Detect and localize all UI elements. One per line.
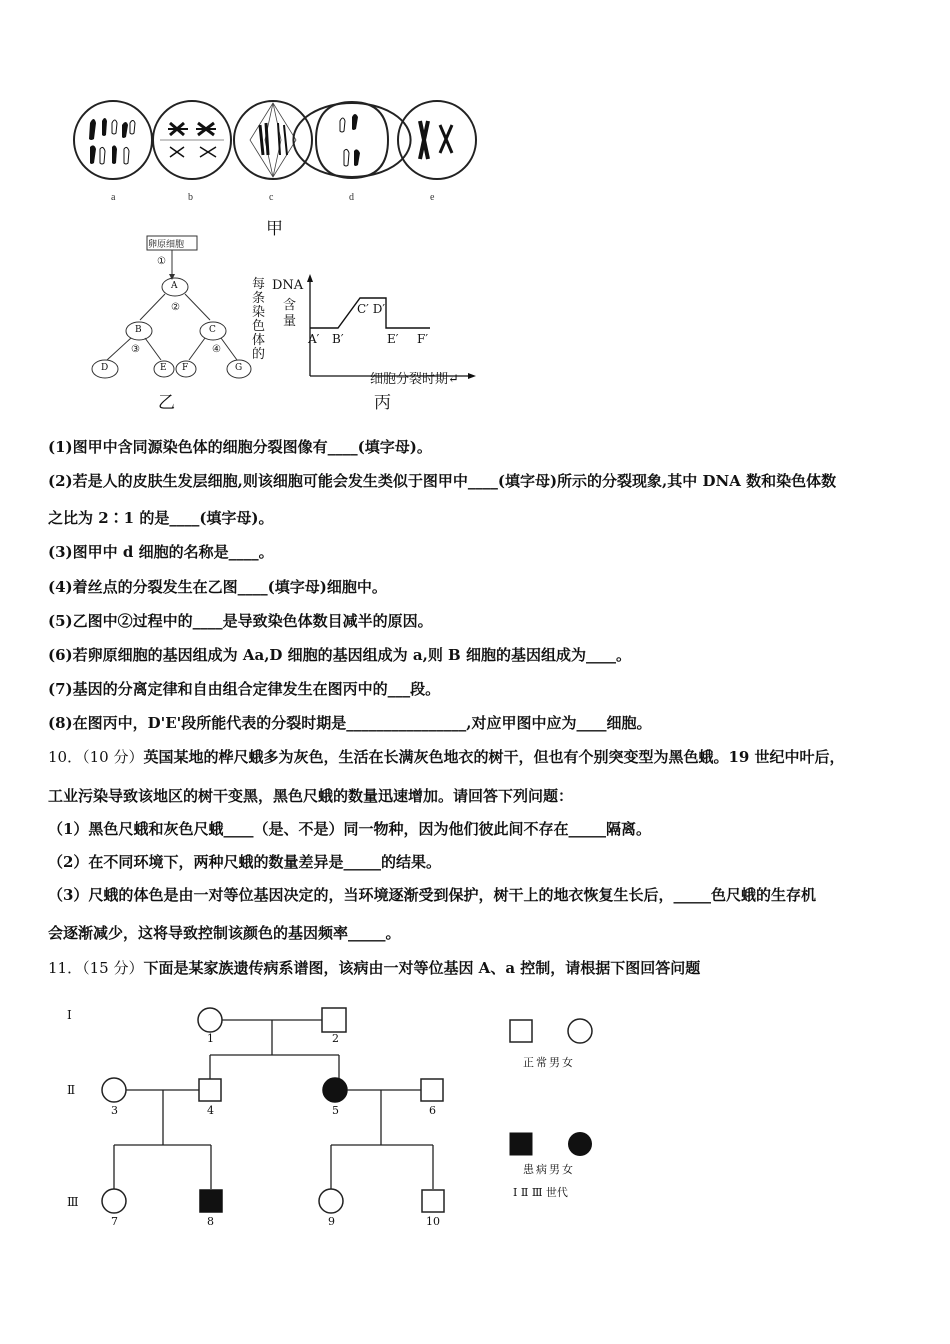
node-e: E: [160, 363, 167, 373]
q10-sub-2: （2）在不同环境下，两种尺蛾的数量差异是_____的结果。: [48, 853, 441, 871]
cell-c: [234, 101, 312, 179]
point-f: F′: [417, 332, 429, 346]
legend-affected: 患病男女: [523, 1163, 575, 1176]
step-2: ②: [171, 302, 180, 313]
figure-bing-caption: 丙: [374, 393, 391, 413]
individual-9: 9: [328, 1215, 335, 1228]
individual-7: 7: [111, 1215, 118, 1228]
point-e: E′: [387, 332, 399, 346]
dna-curve: [300, 272, 480, 380]
node-c: C: [209, 325, 216, 335]
q10-number: 10．: [48, 748, 83, 766]
node-d: D: [101, 363, 109, 373]
q9-part-8: (8)在图丙中，D'E'段所能代表的分裂时期是________________,对应甲图中应为____细胞。: [48, 714, 652, 732]
q11-stem: 下面是某家族遗传病系谱图，该病由一对等位基因 A、a 控制，请根据下图回答问题: [143, 959, 701, 977]
cell-b: [153, 101, 231, 179]
cell-label-c: c: [269, 192, 274, 203]
point-b: B′: [332, 332, 344, 346]
y-char-2: 条: [252, 291, 266, 306]
figure-yi: [85, 232, 260, 387]
y-char-6: 的: [252, 347, 266, 362]
gen-label-ii: Ⅱ: [67, 1083, 76, 1097]
q10-sub-3-cont: 会逐渐减少，这将导致控制该颜色的基因频率_____。: [48, 924, 401, 942]
q10-stem-line-1: [48, 746, 845, 767]
q9-part-5: (5)乙图中②过程中的____是导致染色体数目减半的原因。: [48, 612, 433, 630]
individual-4: 4: [207, 1104, 214, 1117]
pedigree-chart: [55, 990, 615, 1240]
q10-stem-1: 英国某地的桦尺蛾多为灰色，生活在长满灰色地衣的树干，但也有个别突变型为黑色蛾。19 世纪中叶后，: [143, 748, 845, 766]
individual-8: 8: [207, 1215, 214, 1228]
q9-part-3: (3)图甲中 d 细胞的名称是____。: [48, 543, 274, 561]
q9-part-7: (7)基因的分离定律和自由组合定律发生在图丙中的___段。: [48, 680, 441, 698]
q10-stem-line-2: 工业污染导致该地区的树干变黑，黑色尺蛾的数量迅速增加。请回答下列问题：: [48, 787, 574, 805]
node-g: G: [235, 363, 243, 373]
individual-5: 5: [332, 1104, 339, 1117]
q10-sub-3: （3）尺蛾的体色是由一对等位基因决定的，当环境逐渐受到保护，树干上的地衣恢复生长后，_____色尺蛾的生存机: [48, 886, 816, 904]
individual-2: 2: [332, 1032, 339, 1045]
q9-part-2-cont: 之比为 2∶1 的是____(填字母)。: [48, 509, 274, 527]
individual-3: 3: [111, 1104, 118, 1117]
y-char-4: 色: [252, 319, 266, 334]
step-4: ④: [212, 344, 221, 355]
figure-bing: [250, 272, 480, 392]
node-b: B: [135, 325, 142, 335]
oogonium-label: 卵原细胞: [148, 240, 185, 250]
y-axis-vertical-label: [252, 278, 268, 362]
y-char-5: 体: [252, 333, 266, 348]
figure-jia-caption: 甲: [266, 219, 283, 239]
q10-sub-1: （1）黑色尺蛾和灰色尺蛾____（是、不是）同一物种，因为他们彼此间不存在_____隔离。: [48, 820, 651, 838]
cell-label-a: a: [111, 192, 116, 203]
cell-division-images: [60, 95, 500, 205]
q11-stem-line: [48, 957, 700, 978]
legend-normal: 正常男女: [523, 1056, 575, 1069]
q11-score: （15 分）: [82, 959, 144, 977]
q9-part-6: (6)若卵原细胞的基因组成为 Aa,D 细胞的基因组成为 a,则 B 细胞的基因组成为____。: [48, 646, 631, 664]
q9-part-2: (2)若是人的皮肤生发层细胞,则该细胞可能会发生类似于图甲中____(填字母)所示的分裂现象,其中 DNA 数和染色体数: [48, 472, 837, 490]
node-f: F: [182, 363, 189, 373]
y-title-han: 含: [283, 298, 297, 313]
figure-yi-caption: 乙: [158, 393, 175, 413]
individual-10: 10: [426, 1215, 440, 1228]
step-3: ③: [131, 344, 140, 355]
y-title-dna: DNA: [272, 278, 304, 293]
gen-label-i: Ⅰ: [67, 1008, 72, 1022]
individual-6: 6: [429, 1104, 436, 1117]
y-char-1: 每: [252, 277, 266, 292]
cell-d: [293, 102, 410, 178]
y-title-liang: 量: [283, 314, 297, 329]
point-a: A′: [308, 332, 320, 346]
y-char-3: 染: [252, 305, 266, 320]
q11-number: 11．: [48, 959, 83, 977]
step-1: ①: [157, 256, 166, 267]
individual-1: 1: [207, 1032, 214, 1045]
legend-generation: Ⅰ Ⅱ Ⅲ 世代: [513, 1186, 568, 1199]
cell-label-d: d: [349, 192, 354, 203]
cell-a: [74, 101, 152, 179]
q10-score: （10 分）: [82, 748, 144, 766]
gen-label-iii: Ⅲ: [67, 1195, 79, 1209]
cell-label-b: b: [188, 192, 193, 203]
q9-part-4: (4)着丝点的分裂发生在乙图____(填字母)细胞中。: [48, 578, 387, 596]
point-cd: C′ D′: [357, 302, 386, 316]
cell-label-e: e: [430, 192, 435, 203]
x-axis-label: 细胞分裂时期↵: [370, 372, 459, 387]
node-a: A: [171, 281, 178, 291]
q9-part-1: (1)图甲中含同源染色体的细胞分裂图像有____(填字母)。: [48, 438, 432, 456]
